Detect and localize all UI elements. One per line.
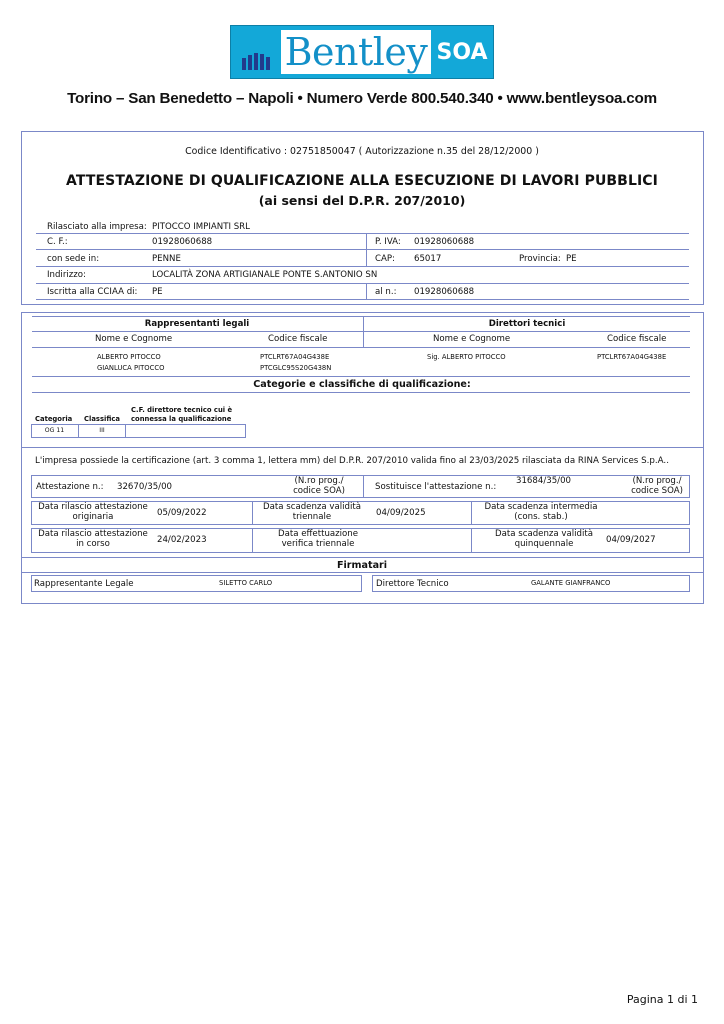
columns-icon (231, 26, 281, 78)
rappresentanti-heading: Rappresentanti legali (144, 319, 250, 329)
divider (32, 376, 690, 377)
nro-prog-2: (N.ro prog./ (632, 476, 682, 486)
divider (36, 233, 689, 234)
document-subtitle: (ai sensi del D.P.R. 207/2010) (258, 193, 466, 208)
brand-suffix: SOA (436, 39, 488, 65)
codice-line: Codice Identificativo : 02751850047 ( Autorizzazione n.35 del 28/12/2000 ) (185, 146, 539, 157)
cat-col-cat: Categoria (35, 415, 73, 423)
cciaa-value: PE (152, 287, 163, 297)
cf-label: C. F.: (47, 237, 68, 247)
intermedia-label-1: Data scadenza intermedia (484, 502, 598, 512)
corso-value: 24/02/2023 (157, 535, 207, 545)
rilasciato-label: Rilasciato alla impresa: (47, 222, 147, 232)
corso-label-1: Data rilascio attestazione (38, 529, 148, 539)
attestazione-value: 32670/35/00 (117, 482, 172, 492)
indirizzo-label: Indirizzo: (47, 270, 86, 280)
divider (32, 392, 690, 393)
divider (252, 528, 253, 553)
class-value-1: III (99, 427, 105, 434)
direttore-value: GALANTE GIANFRANCO (531, 579, 611, 587)
attestazione-label: Attestazione n.: (36, 482, 104, 492)
divider (21, 557, 704, 558)
cat-col-cf-line2: connessa la qualificazione (131, 415, 232, 423)
sede-value: PENNE (152, 254, 181, 264)
rappresentante-label: Rappresentante Legale (34, 579, 134, 589)
divider (32, 331, 690, 332)
quinq-value: 04/09/2027 (606, 535, 656, 545)
document-title: ATTESTAZIONE DI QUALIFICAZIONE ALLA ESECUZIONE DI LAVORI PUBBLICI (66, 173, 658, 189)
dir-name-1: Sig. ALBERTO PITOCCO (427, 353, 506, 361)
piva-label: P. IVA: (375, 237, 401, 247)
sostituisce-label: Sostituisce l'attestazione n.: (375, 482, 497, 492)
certificazione-text: L'impresa possiede la certificazione (art. 3 comma 1, lettera mm) del D.P.R. 207/2010 valida fino al 23/03/2025 rilasciata da RINA Services S.p.A.. (35, 456, 669, 466)
intermedia-label-2: (cons. stab.) (514, 512, 568, 522)
divider (366, 249, 367, 266)
rilasciato-value: PITOCCO IMPIANTI SRL (152, 222, 250, 232)
dir-cf-1: PTCLRT67A04G438E (597, 353, 667, 361)
divider (36, 283, 689, 284)
rapp-col-name: Nome e Cognome (95, 334, 173, 344)
sostituisce-value: 31684/35/00 (516, 476, 571, 486)
cat-col-cf-line1: C.F. direttore tecnico cui è (131, 406, 233, 414)
aln-label: al n.: (375, 287, 397, 297)
direttore-label: Direttore Tecnico (376, 579, 449, 589)
nro-prog-1: (N.ro prog./ (294, 476, 344, 486)
divider (36, 299, 689, 300)
brand-name: Bentley (281, 30, 431, 74)
aln-value: 01928060688 (414, 287, 475, 297)
contact-line: Torino – San Benedetto – Napoli • Numero Verde 800.540.340 • www.bentleysoa.com (67, 90, 657, 107)
divider (252, 501, 253, 525)
page-number: Pagina 1 di 1 (626, 993, 698, 1006)
quinq-label-1: Data scadenza validità (494, 529, 594, 539)
rapp-cf-2: PTCGLC95S20G438N (260, 364, 332, 372)
rapp-cf-1: PTCLRT67A04G438E (260, 353, 330, 361)
provincia-label: Provincia: (519, 254, 561, 264)
quinq-label-2: quinquennale (514, 539, 574, 549)
dir-col-name: Nome e Cognome (433, 334, 511, 344)
rapp-name-2: GIANLUCA PITOCCO (97, 364, 165, 372)
categorie-heading: Categorie e classifiche di qualificazione: (253, 379, 471, 390)
divider (366, 233, 367, 250)
cap-value: 65017 (414, 254, 442, 264)
divider (32, 347, 690, 348)
firmatari-heading: Firmatari (336, 560, 388, 571)
triennale-label-2: triennale (292, 512, 332, 522)
rappresentante-value: SILETTO CARLO (219, 579, 273, 587)
dir-col-cf: Codice fiscale (607, 334, 667, 344)
divider (32, 316, 690, 317)
divider (21, 572, 704, 573)
cap-label: CAP: (375, 254, 395, 264)
corso-label-2: in corso (76, 539, 110, 549)
indirizzo-value: LOCALITÀ ZONA ARTIGIANALE PONTE S.ANTONIO SN (152, 270, 378, 280)
rapp-name-1: ALBERTO PITOCCO (97, 353, 161, 361)
orig-value: 05/09/2022 (157, 508, 207, 518)
divider (471, 528, 472, 553)
rapp-col-cf: Codice fiscale (268, 334, 328, 344)
orig-label-2: originaria (72, 512, 114, 522)
codice-soa-1: codice SOA) (293, 486, 345, 496)
sede-label: con sede in: (47, 254, 100, 264)
provincia-value: PE (566, 254, 577, 264)
divider (471, 501, 472, 525)
direttori-heading: Direttori tecnici (488, 319, 566, 329)
cat-col-class: Classifica (84, 415, 120, 423)
codice-soa-2: codice SOA) (631, 486, 683, 496)
verifica-label-2: verifica triennale (281, 539, 355, 549)
divider (36, 266, 689, 267)
triennale-value: 04/09/2025 (376, 508, 426, 518)
divider (125, 424, 126, 438)
triennale-label-1: Data scadenza validità (262, 502, 362, 512)
cciaa-label: Iscritta alla CCIAA di: (47, 287, 138, 297)
divider (21, 447, 704, 448)
verifica-label-1: Data effettuazione (277, 529, 359, 539)
cat-value-1: OG 11 (44, 427, 65, 434)
piva-value: 01928060688 (414, 237, 475, 247)
divider (363, 475, 364, 498)
divider (366, 283, 367, 300)
brand-logo (230, 25, 494, 79)
cf-value: 01928060688 (152, 237, 213, 247)
orig-label-1: Data rilascio attestazione (38, 502, 148, 512)
divider (36, 249, 689, 250)
